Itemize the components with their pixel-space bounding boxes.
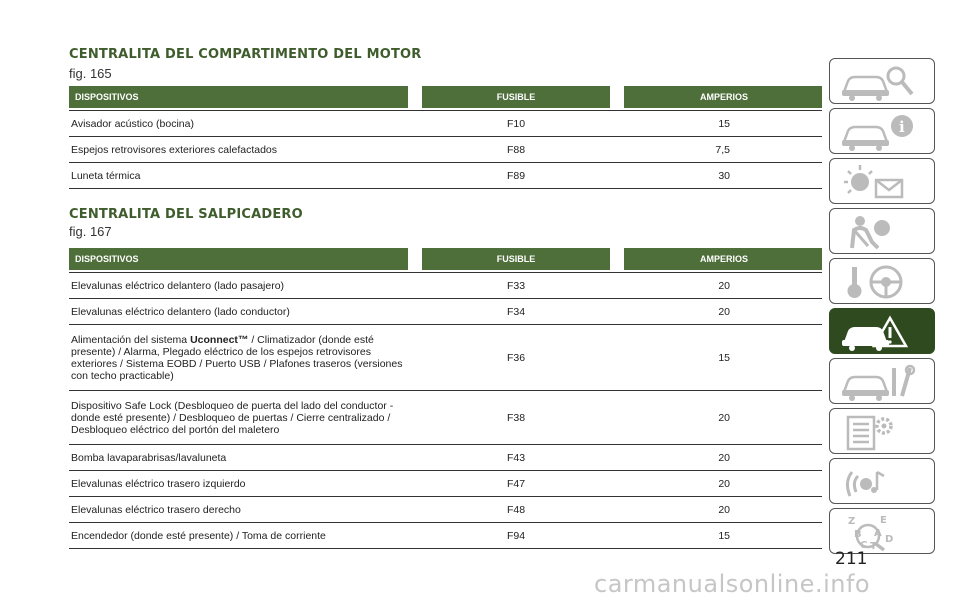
table-row	[69, 497, 822, 523]
svg-text:T: T	[870, 541, 877, 552]
fuse-cell: F38	[422, 391, 610, 445]
tab-warning-lights[interactable]	[829, 158, 935, 204]
fuse-cell: F10	[422, 111, 610, 137]
tab-safety[interactable]	[829, 208, 935, 254]
device-cell: Bomba lavaparabrisas/lavaluneta	[69, 445, 408, 471]
svg-text:C: C	[860, 540, 868, 551]
fuse-cell: F88	[422, 137, 610, 163]
table-row	[69, 299, 822, 325]
header-amps: AMPERIOS	[624, 86, 822, 108]
svg-text:A: A	[874, 528, 882, 539]
watermark: carmanualsonline.info	[594, 570, 871, 598]
device-cell: Elevalunas eléctrico trasero izquierdo	[69, 471, 408, 497]
fig-reference-engine: fig. 165	[69, 66, 112, 81]
svg-text:Z: Z	[848, 516, 856, 527]
device-cell: Elevalunas eléctrico delantero (lado pasajero)	[69, 273, 408, 299]
car-search-icon	[838, 62, 928, 102]
table-row	[69, 523, 822, 549]
amps-cell: 15	[624, 523, 822, 549]
table-row	[69, 137, 822, 163]
fuse-cell: F89	[422, 163, 610, 189]
specs-list-gear-icon	[838, 412, 928, 452]
fig-reference-dashboard: fig. 167	[69, 224, 112, 239]
multimedia-music-icon	[838, 462, 928, 502]
header-devices: DISPOSITIVOS	[69, 248, 408, 270]
amps-cell: 20	[624, 445, 822, 471]
fuse-cell: F33	[422, 273, 610, 299]
dashboard-fuse-table	[69, 248, 822, 549]
chapter-navigation	[829, 58, 935, 558]
fuse-cell: F48	[422, 497, 610, 523]
svg-text:E: E	[880, 515, 887, 526]
svg-text:D: D	[885, 534, 894, 545]
fuse-cell: F43	[422, 445, 610, 471]
tab-getting-to-know-car[interactable]	[829, 58, 935, 104]
device-cell: Elevalunas eléctrico trasero derecho	[69, 497, 408, 523]
uconnect-brand: Uconnect™	[190, 333, 249, 346]
alphabetical-index-icon	[838, 512, 928, 552]
tab-multimedia[interactable]	[829, 458, 935, 504]
header-amps: AMPERIOS	[624, 248, 822, 270]
header-fuse: FUSIBLE	[422, 86, 610, 108]
device-cell: Encendedor (donde esté presente) / Toma de corriente	[69, 523, 408, 549]
header-devices: DISPOSITIVOS	[69, 86, 408, 108]
fuse-cell: F34	[422, 299, 610, 325]
table-row	[69, 325, 822, 391]
fuse-cell: F94	[422, 523, 610, 549]
engine-fuse-table	[69, 86, 822, 189]
amps-cell: 15	[624, 111, 822, 137]
table-row	[69, 471, 822, 497]
section-title-dashboard: CENTRALITA DEL SALPICADERO	[69, 207, 303, 222]
tab-starting-driving[interactable]	[829, 258, 935, 304]
car-tools-icon	[838, 362, 928, 402]
amps-cell: 20	[624, 391, 822, 445]
tab-in-emergency[interactable]	[829, 308, 935, 354]
warning-lights-message-icon	[838, 162, 928, 202]
device-text-pre: Alimentación del sistema	[71, 333, 191, 346]
amps-cell: 20	[624, 497, 822, 523]
device-cell: Espejos retrovisores exteriores calefactados	[69, 137, 408, 163]
tab-technical-data[interactable]	[829, 408, 935, 454]
amps-cell: 20	[624, 299, 822, 325]
device-cell: Dispositivo Safe Lock (Desbloqueo de puerta del lado del conductor - donde esté presente) / Desbloqueo de puertas / Cierre centralizado / Desbloqueo eléctrico del portón del maletero	[69, 391, 408, 445]
amps-cell: 7,5	[624, 137, 822, 163]
table-row	[69, 163, 822, 189]
table-row	[69, 445, 822, 471]
device-cell: Elevalunas eléctrico delantero (lado conductor)	[69, 299, 408, 325]
car-info-icon	[838, 112, 928, 152]
section-title-engine: CENTRALITA DEL COMPARTIMENTO DEL MOTOR	[69, 47, 422, 62]
tab-index[interactable]	[829, 508, 935, 554]
tab-servicing-care[interactable]	[829, 358, 935, 404]
seatbelt-airbag-icon	[838, 212, 928, 252]
svg-text:i: i	[899, 118, 905, 136]
page-number: 211	[835, 549, 868, 569]
tab-instrument-panel[interactable]	[829, 108, 935, 154]
table-row	[69, 273, 822, 299]
header-fuse: FUSIBLE	[422, 248, 610, 270]
device-cell: Luneta térmica	[69, 163, 408, 189]
amps-cell: 20	[624, 273, 822, 299]
device-text-post: / Climatizador (donde esté presente) / Alarma, Plegado eléctrico de los espejos retrovisores exteriores / Sistema EOBD / Puerto USB / Plafones traseros (versiones con techo practicable)	[71, 333, 403, 382]
car-breakdown-warning-icon	[838, 312, 928, 352]
table-row	[69, 111, 822, 137]
fuse-cell: F36	[422, 325, 610, 391]
amps-cell: 30	[624, 163, 822, 189]
amps-cell: 20	[624, 471, 822, 497]
device-cell	[69, 325, 408, 391]
fuse-cell: F47	[422, 471, 610, 497]
svg-text:B: B	[854, 529, 862, 540]
table-row	[69, 391, 822, 445]
key-steering-wheel-icon	[838, 262, 928, 302]
device-cell: Avisador acústico (bocina)	[69, 111, 408, 137]
amps-cell: 15	[624, 325, 822, 391]
